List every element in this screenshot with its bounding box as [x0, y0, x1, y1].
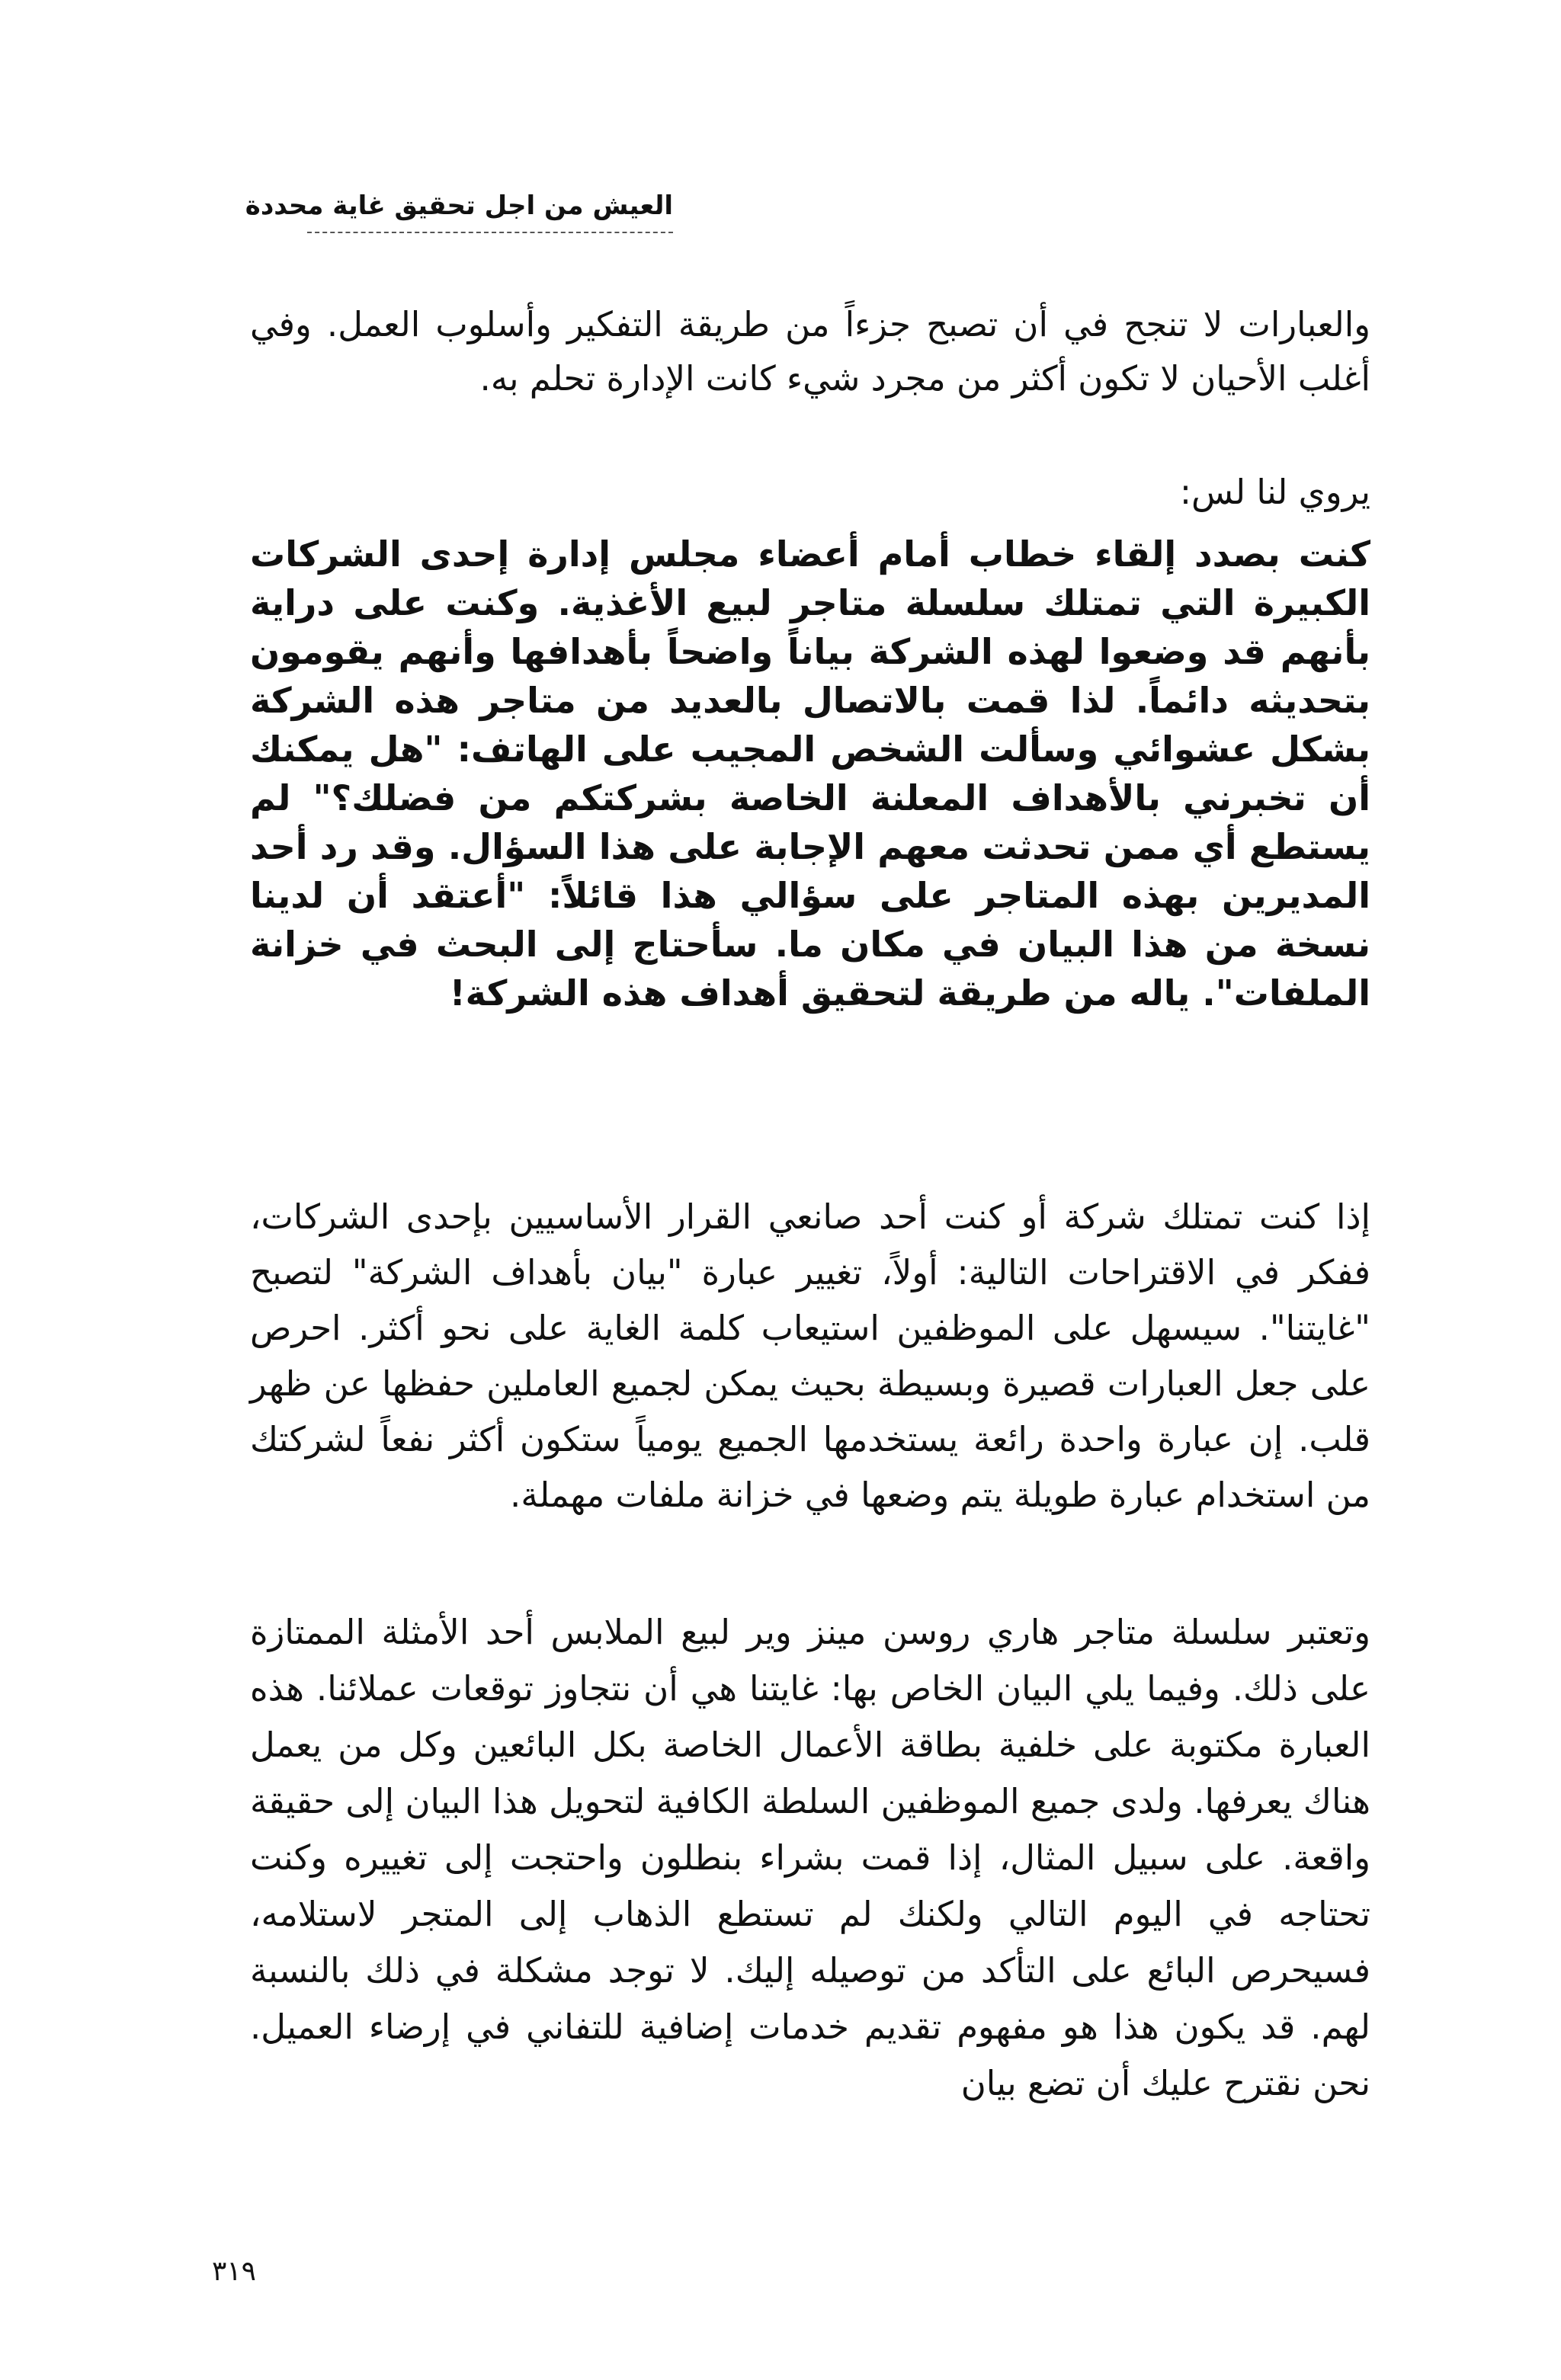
running-header: العيش من اجل تحقيق غاية محددة	[307, 191, 673, 233]
example-paragraph	[250, 1604, 1370, 2112]
speaker-line	[250, 465, 1370, 519]
intro-paragraph	[250, 297, 1370, 405]
speaker-text: يروي لنا لس:	[1179, 472, 1370, 512]
advice-paragraph	[250, 1189, 1370, 1523]
page-number: ٣١٩	[212, 2256, 257, 2287]
quote-text: كنت بصدد إلقاء خطاب أمام أعضاء مجلس إدارة إحدى الشركات الكبيرة التي تمتلك سلسلة متاجر لبيع الأغذية. وكنت على دراية بأنهم قد وضعوا لهذه الشركة بياناً واضحاً بأهدافها وأنهم يقومون بتحديثه دائماً. لذا قمت بالاتصال بالعديد من متاجر هذه الشركة بشكل عشوائي وسألت الشخص المجيب على الهاتف: "هل يمكنك أن تخبرني بالأهداف المعلنة الخاصة بشركتكم من فضلك؟" لم يستطع أي ممن تحدثت معهم الإجابة على هذا السؤال. وقد رد أحد المديرين بهذه المتاجر على سؤالي هذا قائلاً: "أعتقد أن لدينا نسخة من هذا البيان في مكان ما. سأحتاج إلى البحث في خزانة الملفات". ياله من طريقة لتحقيق أهداف هذه الشركة!	[250, 533, 1370, 1014]
intro-text: والعبارات لا تنجح في أن تصبح جزءاً من طريقة التفكير وأسلوب العمل. وفي أغلب الأحيان لا تكون أكثر من مجرد شيء كانت الإدارة تحلم به.	[250, 304, 1370, 399]
quote-paragraph	[250, 530, 1370, 1017]
advice-text: إذا كنت تمتلك شركة أو كنت أحد صانعي القرار الأساسيين بإحدى الشركات، ففكر في الاقتراحات التالية: أولاً، تغيير عبارة "بيان بأهداف الشركة" لتصبح "غايتنا". سيسهل على الموظفين استيعاب كلمة الغاية على نحو أكثر. احرص على جعل العبارات قصيرة وبسيطة بحيث يمكن لجميع العاملين حفظها عن ظهر قلب. إن عبارة واحدة رائعة يستخدمها الجميع يومياً ستكون أكثر نفعاً لشركتك من استخدام عبارة طويلة يتم وضعها في خزانة ملفات مهملة.	[250, 1196, 1370, 1515]
example-text: وتعتبر سلسلة متاجر هاري روسن مينز وير لبيع الملابس أحد الأمثلة الممتازة على ذلك. وفيما يلي البيان الخاص بها: غايتنا هي أن نتجاوز توقعات عملائنا. هذه العبارة مكتوبة على خلفية بطاقة الأعمال الخاصة بكل البائعين وكل من يعمل هناك يعرفها. ولدى جميع الموظفين السلطة الكافية لتحويل هذا البيان إلى حقيقة واقعة. على سبيل المثال، إذا قمت بشراء بنطلون واحتجت إلى تغييره وكنت تحتاجه في اليوم التالي ولكنك لم تستطع الذهاب إلى المتجر لاستلامه، فسيحرص البائع على التأكد من توصيله إليك. لا توجد مشكلة في ذلك بالنسبة لهم. قد يكون هذا هو مفهوم تقديم خدمات إضافية للتفاني في إرضاء العميل. نحن نقترح عليك أن تضع بيان	[250, 1612, 1370, 2103]
